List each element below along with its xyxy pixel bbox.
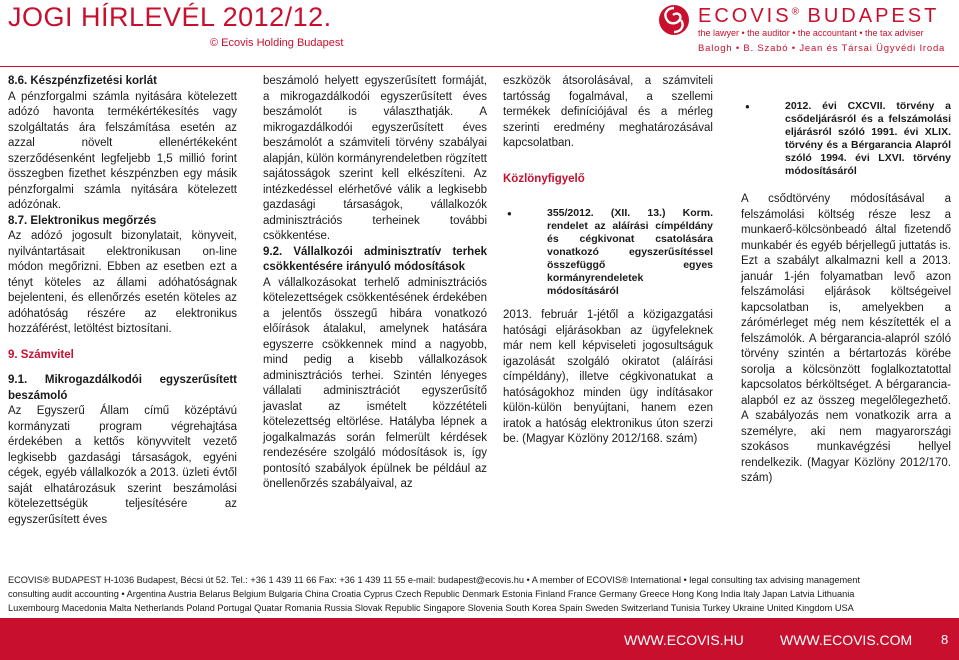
paragraph: Az adózó jogosult bizonylatait, könyveit, nyilvántartásait elektronikusan on-line módon megőrizni. Ebben az esetben ezt a tényt köteles az állami adóhatóságnak bejelenteni, és ellenőrzés esetén köteles az adóhatóság részére az elektronikus hozzáférést, letöltést biztosítani.: [8, 230, 237, 335]
section-heading: 8.6. Készpénzfizetési korlát: [8, 75, 157, 87]
brand-tagline: the lawyer • the auditor • the accountant • the tax adviser: [698, 28, 924, 38]
column-4: [741, 100, 951, 487]
footer-line: ECOVIS® BUDAPEST H-1036 Budapest, Bécsi út 52. Tel.: +36 1 439 11 66 Fax: +36 1 439 11 55 e-mail: budapest@ecovis.hu • A member of ECOVIS® International • legal consulting tax advising management: [8, 575, 860, 585]
registered-mark: ®: [791, 6, 799, 18]
section-heading: 8.7. Elektronikus megőrzés: [8, 214, 157, 227]
spacer: [8, 363, 237, 373]
spacer: [503, 197, 713, 207]
newsletter-title: JOGI HÍRLEVÉL 2012/12.: [8, 2, 332, 32]
column-3: [503, 74, 713, 448]
section-heading: 9.1. Mikrogazdálkodói egyszerűsített beszámoló: [8, 374, 237, 402]
column-1: [8, 74, 237, 528]
brand-name: ECOVIS: [698, 5, 792, 27]
chapter-heading: 9. Számvitel: [8, 348, 74, 361]
bullet-item: ● 2012. évi CXCVII. törvény a csődeljárásról és a felszámolási eljárásról szóló 1991. évi XLIX. törvény és a Bérgarancia Alapról szóló 1994. évi LXVI. törvény módosításáról: [741, 100, 951, 178]
ecovis-brand-block: [658, 3, 958, 63]
law-firm-name: Balogh • B. Szabó • Jean és Társai Ügyvédi Iroda: [698, 43, 946, 54]
section-heading: 9.2. Vállalkozói adminisztratív terhek csökkentésére irányuló módosítások: [263, 245, 487, 273]
bullet-item: ● 355/2012. (XII. 13.) Korm. rendelet az aláírási címpéldány és cégkivonat csatolására vonatkozó egyszerűsítéssel összefüggő egyes kormányrendeletek módosításáról: [503, 207, 713, 298]
paragraph: Az Egyszerű Állam című középtávú kormányzati program végrehajtása érdekében a kettős könyvvitelt vezető legkisebb gazdasági társaságok, egyéni cégek, egyéb vállalkozók a 2013. üzleti évtől saját elhatározásuk szerint beszámolási kötelezettségük teljesítésére az egyszerűsített éves: [8, 405, 237, 526]
ecovis-swirl-logo-icon: [658, 4, 690, 36]
paragraph: beszámoló helyett egyszerűsített formáját, a mikrogazdálkodói egyszerűsített éves beszámolót is választhatják. A mikrogazdálkodói egyszerűsített éves beszámolót a számviteli törvény szabályai alapján, külön kormányrendeletben rögzített sajátosságok szerint kell elkészíteni. Az intézkedéssel elérhetővé válik a legkisebb gazdasági társaságok, vállalkozók adminisztrációs terheinek további csökkentése.: [263, 75, 487, 242]
footer-line: Luxembourg Macedonia Malta Netherlands Poland Portugal Quatar Romania Russia Slovak Republic Singapore Slovenia South Korea Spain Sweden Switzerland Tunisia Turkey Ukraine United Kingdom USA: [8, 603, 854, 613]
page-header: [0, 0, 959, 66]
paragraph: A vállalkozásokat terhelő adminisztrációs kötelezettségek csökkentésének érdekében a jelentős összegű hibára vonatkozó előírások átalakul, amelynek hatására egyszerre csökkennek mind a nagyobb, mind pedig a kisebb vállalkozások adminisztrációs terhei. Szintén lényeges vállalati adminisztrációt egyszerűsítő javaslat az ismételt közzétételi kötelezettség eltörlése. Hatályba lépnek a jogalkalmazás során felmerült kérdések rendezésére szolgáló módosítások is, így pontosító szabályok épülnek be például az önellenőrzés szabályaival, az: [263, 276, 487, 490]
paragraph: eszközök átsorolásával, a számviteli tartósság fogalmával, a szellemi termékek definíciójával és a mérleg szerinti eredmény meghatározásával kapcsolatban.: [503, 75, 713, 149]
website-link-com[interactable]: WWW.ECOVIS.COM: [780, 632, 913, 648]
spacer: [503, 162, 713, 172]
chapter-heading: Közlönyfigyelő: [503, 172, 585, 185]
spacer: [741, 178, 951, 188]
spacer: [503, 152, 713, 162]
spacer: [8, 338, 237, 348]
footer-line: consulting audit accounting • Argentina Austria Belarus Belgium Bulgaria China Croatia Cyprus Czech Republic Denmark Estonia Finland France Germany Greece Hong Kong India Italy Japan Latvia Lithuania: [8, 589, 855, 599]
website-link-hu[interactable]: WWW.ECOVIS.HU: [624, 632, 744, 648]
spacer: [503, 187, 713, 197]
paragraph: A csődtörvény módosításával a felszámolási költség része lesz a munkaerő-kölcsönbeadó által fizetendő munkabér és egyéb bérjellegű juttatás is. Ezt a szabályt alkalmazni kell a 2013. január 1-jén folyamatban levő azon felszámolási eljárások költségeivel kapcsolatban is, amelyekben a zárómérleget még nem készítették el a felszámolók. A bérgarancia-alapról szóló törvény szintén a bértartozás körébe sorolja a kölcsönzött foglalkoztatottal kapcsolatos bérköltséget. A bérgarancia-alapból ez az összeg megelőlegezhető. A szabályozás nem vonatkozik arra a személyre, aki nem magyarországi szokásos munkavégzési hellyel rendelkezik. (Magyar Közlöny 2012/170. szám): [741, 193, 951, 484]
paragraph: 2013. február 1-jétől a közigazgatási hatósági eljárásokban az ügyfeleknek már nem kell képviseleti jogosultságuk igazolását szolgáló okiratot (aláírási címpéldány), illetve cégkivonatukat a hatóságokhoz minden ügy indításakor külön-külön benyújtani, hanem ezen iratok a hatóság elektronikus úton szerzi be. (Magyar Közlöny 2012/168. szám): [503, 309, 713, 445]
header-divider: [0, 66, 959, 67]
brand-city: BUDAPEST: [798, 5, 940, 27]
paragraph: A pénzforgalmi számla nyitására kötelezett adózó havonta termékértékesítés vagy szolgáltatás ára felszámítása esetén az azzal növelt ellenértékeként szerződésenként legfeljebb 1,5 millió forint összegben fizethet készpénzben egy másik pénzforgalmi számla nyitására kötelezett adózónak.: [8, 90, 237, 211]
spacer: [503, 298, 713, 308]
page-number: 8: [941, 632, 949, 647]
copyright-line: © Ecovis Holding Budapest: [210, 37, 344, 49]
footer-bar: [0, 618, 959, 660]
brand-wordmark: [698, 5, 939, 28]
footer-contact: [8, 573, 954, 615]
column-2: [263, 74, 487, 493]
